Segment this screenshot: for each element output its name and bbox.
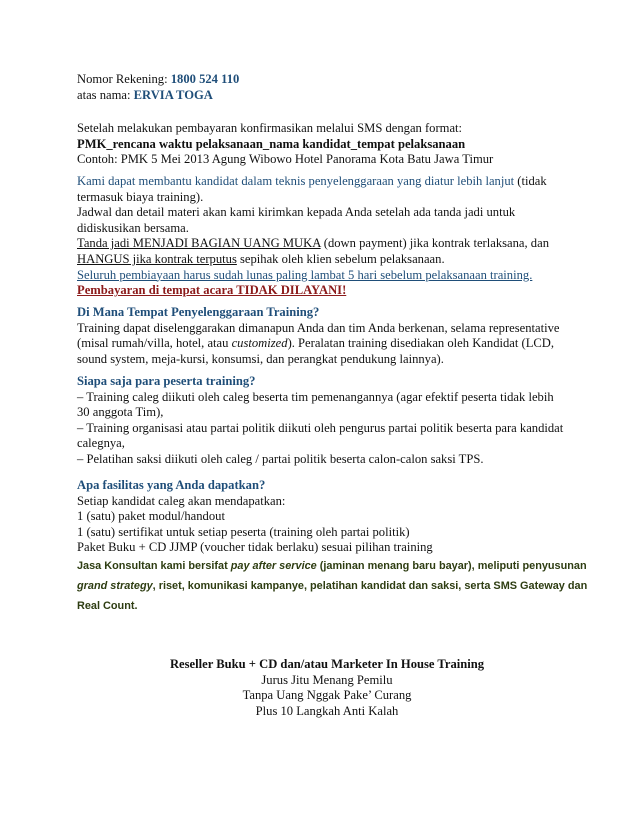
where-heading: Di Mana Tempat Penyelenggaraan Training? bbox=[77, 305, 320, 319]
footer-line-1: Jurus Jitu Menang Pemilu bbox=[261, 672, 393, 687]
help-line-5 bbox=[77, 236, 577, 252]
payment-format: PMK_rencana waktu pelaksanaan_nama kandidat_tempat pelaksanaan bbox=[77, 136, 466, 151]
participants-line-2: 30 anggota Tim), bbox=[77, 405, 164, 420]
account-name-label: atas nama: bbox=[77, 87, 134, 102]
down-payment-note: Tanda jadi MENJADI BAGIAN UANG MUKA bbox=[77, 236, 321, 251]
participants-section bbox=[77, 374, 577, 468]
help-line-6 bbox=[77, 252, 577, 268]
help-line-4: didiskusikan bersama. bbox=[77, 220, 189, 235]
account-info bbox=[77, 72, 577, 103]
help-line-1-rest: (tidak bbox=[514, 174, 547, 188]
payment-example: Contoh: PMK 5 Mei 2013 Agung Wibowo Hotel Panorama Kota Batu Jawa Timur bbox=[77, 152, 494, 167]
pay-after-service-text: pay after service bbox=[230, 560, 317, 572]
account-number: 1800 524 110 bbox=[170, 72, 240, 86]
footer-title: Reseller Buku + CD dan/atau Marketer In House Training bbox=[169, 657, 485, 671]
footer-line-2: Tanpa Uang Nggak Pake’ Curang bbox=[242, 688, 412, 703]
where-line-1: Training dapat diselenggarakan dimanapun Anda dan tim Anda berkenan, selama representative bbox=[77, 320, 560, 335]
help-line-1 bbox=[77, 174, 577, 190]
help-line-5-rest: (down payment) jika kontrak terlaksana, dan bbox=[320, 236, 549, 251]
payment-deadline-note: Seluruh pembiayaan harus sudah lunas paling lambat 5 hari sebelum pelaksanaan training. bbox=[77, 267, 533, 282]
facilities-line-3: 1 (satu) sertifikat untuk setiap peserta (training oleh partai politik) bbox=[77, 524, 410, 539]
customized-text: customized bbox=[231, 336, 288, 351]
footer-line-3: Plus 10 Langkah Anti Kalah bbox=[255, 703, 399, 718]
help-line-2: termasuk biaya training). bbox=[77, 189, 204, 204]
onsite-payment-warning: Pembayaran di tempat acara TIDAK DILAYANI! bbox=[77, 283, 347, 298]
footer-section bbox=[77, 657, 577, 719]
consultant-line-2 bbox=[77, 576, 588, 596]
where-section bbox=[77, 305, 577, 367]
facilities-heading: Apa fasilitas yang Anda dapatkan? bbox=[77, 478, 266, 492]
consultant-line-1 bbox=[77, 556, 587, 576]
where-line-3: sound system, meja-kursi, konsumsi, dan perangkat pendukung lainnya). bbox=[77, 351, 444, 366]
consultant-line-2b: , riset, komunikasi kampanye, pelatihan kandidat dan saksi, serta SMS Gateway dan bbox=[152, 580, 588, 592]
help-line-3: Jadwal dan detail materi akan kami kirimkan kepada Anda setelah ada tanda jadi untuk bbox=[77, 205, 516, 220]
where-line-2b: ). Peralatan training disediakan oleh Kandidat (LCD, bbox=[287, 336, 555, 351]
participants-line-1: – Training caleg diikuti oleh caleg beserta tim pemenangannya (agar efektif peserta tidak lebih bbox=[77, 389, 554, 404]
help-blue-text: Kami dapat membantu kandidat dalam teknis penyelenggaraan yang diatur lebih lanjut bbox=[77, 174, 515, 188]
participants-line-3: – Training organisasi atau partai politik diikuti oleh pengurus partai politik beserta para kandidat bbox=[77, 420, 564, 435]
participants-heading: Siapa saja para peserta training? bbox=[77, 374, 256, 388]
account-number-label: Nomor Rekening: bbox=[77, 72, 171, 86]
consultant-line-1b: (jaminan menang baru bayar), meliputi penyusunan bbox=[316, 560, 587, 572]
grand-strategy-text: grand strategy bbox=[77, 580, 153, 592]
where-line-2 bbox=[77, 336, 577, 352]
facilities-line-1: Setiap kandidat caleg akan mendapatkan: bbox=[77, 493, 286, 508]
consultant-line-1a: Jasa Konsultan kami bersifat bbox=[77, 560, 231, 572]
participants-line-5: – Pelatihan saksi diikuti oleh caleg / partai politik beserta calon-calon saksi TPS. bbox=[77, 451, 484, 466]
help-line-6-rest: sepihak oleh klien sebelum pelaksanaan. bbox=[236, 251, 445, 266]
consultant-line-3: Real Count. bbox=[77, 600, 138, 612]
account-name-line bbox=[77, 88, 577, 104]
participants-line-4: calegnya, bbox=[77, 436, 125, 451]
where-line-2a: (misal rumah/villa, hotel, atau bbox=[77, 336, 232, 351]
facilities-line-4: Paket Buku + CD JJMP (voucher tidak berlaku) sesuai pilihan training bbox=[77, 540, 433, 555]
terms-section bbox=[77, 174, 577, 299]
forfeit-note: HANGUS jika kontrak terputus bbox=[77, 251, 237, 266]
facilities-line-2: 1 (satu) paket modul/handout bbox=[77, 509, 225, 524]
consultant-section bbox=[77, 556, 588, 616]
payment-intro: Setelah melakukan pembayaran konfirmasikan melalui SMS dengan format: bbox=[77, 121, 463, 135]
account-number-line bbox=[77, 72, 577, 88]
payment-confirmation bbox=[77, 121, 577, 168]
account-name: ERVIA TOGA bbox=[133, 87, 213, 102]
facilities-section bbox=[77, 478, 577, 556]
